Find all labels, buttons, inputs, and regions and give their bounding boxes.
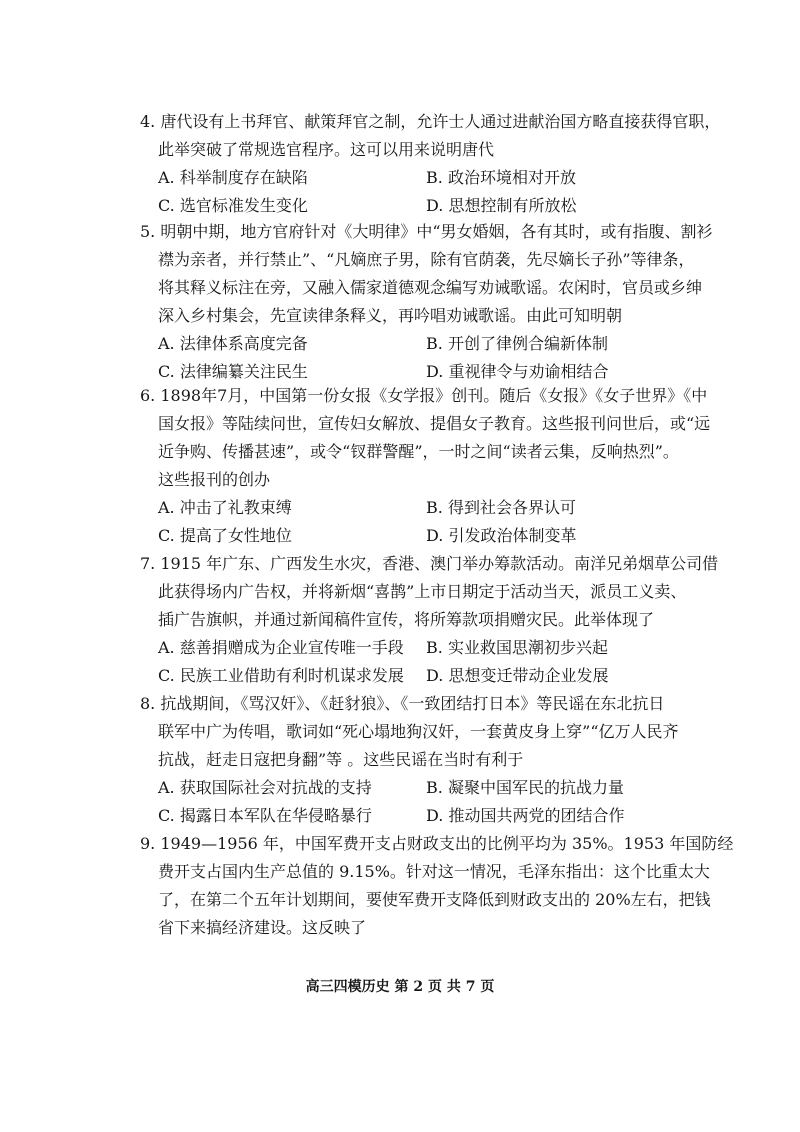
option-a: A. 冲击了礼教束缚 bbox=[158, 498, 292, 517]
option-d: D. 重视律令与劝谕相结合 bbox=[426, 362, 609, 381]
question-text-line: 联军中广为传唱，歌词如“死心塌地狗汉奸，一套黄皮身上穿”“亿万人民齐 bbox=[158, 722, 679, 741]
option-c: C. 选官标准发生变化 bbox=[158, 196, 308, 215]
option-c: C. 提高了女性地位 bbox=[158, 526, 292, 545]
option-c: C. 法律编纂关注民生 bbox=[158, 362, 308, 381]
question-8 bbox=[140, 690, 680, 830]
option-a: A. 科举制度存在缺陷 bbox=[158, 168, 308, 187]
question-number: 4. bbox=[140, 112, 156, 131]
option-a: A. 法律体系高度完备 bbox=[158, 334, 308, 353]
question-6 bbox=[140, 382, 711, 550]
question-number: 9. bbox=[140, 834, 156, 853]
question-text-line: 费开支占国内生产总值的 9.15%。针对这一情况，毛泽东指出：这个比重太大 bbox=[158, 862, 710, 881]
option-b: B. 实业救国思潮初步兴起 bbox=[426, 638, 608, 657]
question-9 bbox=[140, 830, 734, 942]
question-text-line: 将其释义标注在旁，又融入儒家道德观念编写劝诫歌谣。农闲时，官员或乡绅 bbox=[158, 278, 703, 297]
question-text-line: 襟为亲者，并行禁止”、“凡嫡庶子男，除有官荫袭，先尽嫡长子孙”等律条， bbox=[158, 250, 695, 269]
question-text-line: 9. 1949—1956 年，中国军费开支占财政支出的比例平均为 35%。1953 年国防经 bbox=[140, 834, 734, 853]
options bbox=[158, 494, 680, 550]
options bbox=[158, 774, 680, 830]
option-c: C. 民族工业借助有利时机谋求发展 bbox=[158, 666, 404, 685]
option-a: A. 获取国际社会对抗战的支持 bbox=[158, 778, 372, 797]
question-text-line: 7. 1915 年广东、广西发生水灾，香港、澳门举办筹款活动。南洋兄弟烟草公司借 bbox=[140, 554, 719, 573]
option-a: A. 慈善捐赠成为企业宣传唯一手段 bbox=[158, 638, 404, 657]
question-text-line: 抗战，赶走日寇把身翻”等 。这些民谣在当时有利于 bbox=[158, 750, 524, 769]
question-number: 7. bbox=[140, 554, 156, 573]
option-d: D. 思想变迁带动企业发展 bbox=[426, 666, 609, 685]
options bbox=[158, 330, 680, 386]
question-number: 5. bbox=[140, 222, 156, 241]
options bbox=[158, 164, 680, 220]
option-c: C. 揭露日本军队在华侵略暴行 bbox=[158, 806, 372, 825]
question-text-line: 插广告旗帜，并通过新闻稿件宣传，将所筹款项捐赠灾民。此举体现了 bbox=[158, 610, 655, 629]
question-text-line: 国女报》等陆续问世，宣传妇女解放、提倡女子教育。这些报刊问世后，或“远 bbox=[158, 414, 711, 433]
question-number: 8. bbox=[140, 694, 156, 713]
question-text-line: 这些报刊的创办 bbox=[158, 470, 271, 489]
option-d: D. 思想控制有所放松 bbox=[426, 196, 577, 215]
question-7 bbox=[140, 550, 719, 690]
option-d: D. 推动国共两党的团结合作 bbox=[426, 806, 625, 825]
question-4 bbox=[140, 108, 721, 220]
question-text-line: 6. 1898年7月，中国第一份女报《女学报》创刊。随后《女报》《女子世界》《中 bbox=[140, 386, 708, 405]
option-d: D. 引发政治体制变革 bbox=[426, 526, 577, 545]
question-text-line: 深入乡村集会，先宣读律条释义，再吟唱劝诫歌谣。由此可知明朝 bbox=[158, 306, 623, 325]
question-text-line: 此获得场内广告权，并将新烟“喜鹊”上市日期定于活动当天，派员工义卖、 bbox=[158, 582, 687, 601]
question-text-line: 了，在第二个五年计划期间，要使军费开支降低到财政支出的 20%左右，把钱 bbox=[158, 890, 711, 909]
page-footer: 高三四模历史 第 2 页 共 7 页 bbox=[305, 979, 495, 995]
option-b: B. 开创了律例合编新体制 bbox=[426, 334, 608, 353]
question-text-line: 近争购、传播甚速”，或令“钗群警醒”，一时之间“读者云集，反响热烈”。 bbox=[158, 442, 679, 461]
question-text-line: 5. 明朝中期，地方官府针对《大明律》中“男女婚姻，各有其时，或有指腹、割衫 bbox=[140, 222, 713, 241]
question-text-line: 此举突破了常规选官程序。这可以用来说明唐代 bbox=[158, 140, 495, 159]
question-text-line: 4. 唐代设有上书拜官、献策拜官之制，允许士人通过进献治国方略直接获得官职， bbox=[140, 112, 721, 131]
options bbox=[158, 634, 680, 690]
option-b: B. 政治环境相对开放 bbox=[426, 168, 576, 187]
option-b: B. 凝聚中国军民的抗战力量 bbox=[426, 778, 624, 797]
question-5 bbox=[140, 218, 713, 386]
question-text-line: 省下来搞经济建设。这反映了 bbox=[158, 918, 367, 937]
option-b: B. 得到社会各界认可 bbox=[426, 498, 576, 517]
question-text-line: 8. 抗战期间，《骂汉奸》、《赶豺狼》、《一致团结打日本》等民谣在东北抗日 bbox=[140, 694, 665, 713]
question-number: 6. bbox=[140, 386, 156, 405]
